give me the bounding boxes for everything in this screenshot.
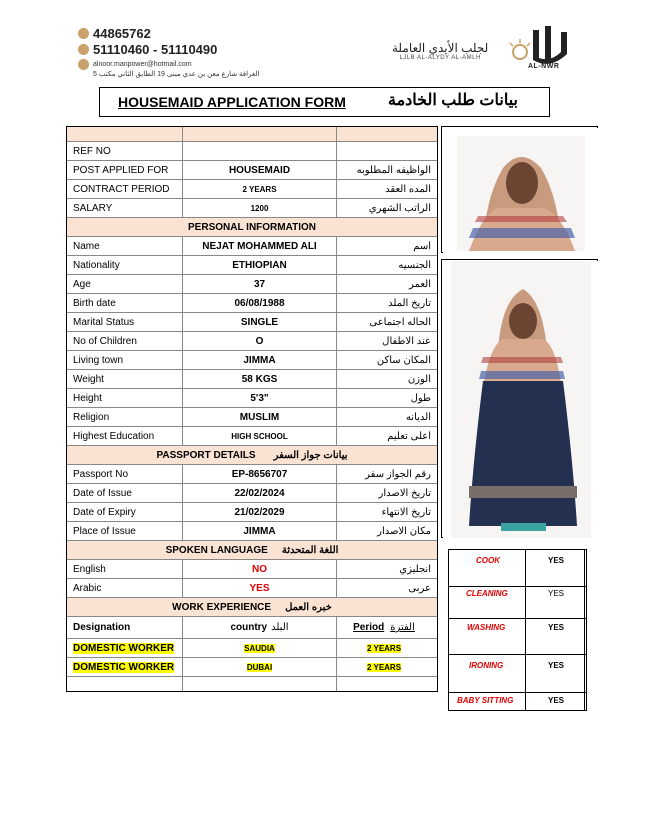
- children-arabic: عند الاطفال: [382, 335, 431, 347]
- ref-label: REF NO: [67, 142, 183, 160]
- table-row: [67, 465, 437, 484]
- phone-2: 51110460 - 51110490: [93, 42, 218, 57]
- birth-label: Birth date: [67, 294, 183, 312]
- work-header-arabic: خبره العمل: [285, 601, 332, 613]
- section-header-language: [67, 541, 437, 560]
- expiry-value: 21/02/2029: [183, 503, 337, 521]
- section-header-passport: [67, 446, 437, 465]
- table-row: [67, 313, 437, 332]
- work-header: WORK EXPERIENCE: [172, 601, 272, 613]
- table-top-row: [67, 127, 437, 142]
- table-row: [67, 658, 437, 677]
- email-icon: [78, 59, 89, 70]
- education-label: Highest Education: [67, 427, 183, 445]
- table-row: [67, 579, 437, 598]
- phone-line-2: [78, 42, 217, 57]
- children-label: No of Children: [67, 332, 183, 350]
- passport-value: EP-8656707: [183, 465, 337, 483]
- ref-value: [183, 142, 337, 160]
- marital-value: SINGLE: [183, 313, 337, 331]
- age-arabic: العمر: [409, 278, 431, 290]
- table-row: [67, 142, 437, 161]
- post-label: POST APPLIED FOR: [67, 161, 183, 179]
- weight-arabic: الوزن: [407, 373, 431, 385]
- skill-cook-value: YES: [548, 556, 565, 565]
- table-row: [67, 677, 437, 691]
- skill-washing-label: WASHING: [467, 623, 506, 632]
- nationality-value: ETHIOPIAN: [183, 256, 337, 274]
- passport-arabic: رقم الجواز سفر: [365, 468, 431, 480]
- email-line: [78, 59, 192, 70]
- english-arabic: انجليزي: [399, 563, 431, 575]
- work-country: SAUDIA: [244, 643, 275, 653]
- town-arabic: المكان ساكن: [376, 354, 431, 366]
- designation-col: Designation: [67, 617, 183, 638]
- work-country: DUBAI: [246, 662, 273, 672]
- table-row: [67, 389, 437, 408]
- age-value: 37: [183, 275, 337, 293]
- salary-arabic: الراتب الشهري: [368, 202, 431, 214]
- english-value: NO: [183, 560, 337, 578]
- phone-icon: [78, 44, 89, 55]
- religion-label: Religion: [67, 408, 183, 426]
- issue-arabic: تاريخ الاصدار: [378, 487, 431, 499]
- address: الغرافة شارع معن بن عدي مبنى 19 الطابق الثاني مكتب 5: [93, 71, 260, 78]
- table-row: [67, 560, 437, 579]
- table-row: [67, 370, 437, 389]
- skill-washing-value: YES: [548, 623, 565, 632]
- english-label: English: [67, 560, 183, 578]
- work-period: 2 YEARS: [366, 662, 402, 672]
- weight-label: Weight: [67, 370, 183, 388]
- section-header-personal: [67, 218, 437, 237]
- country-col-arabic: البلد: [271, 622, 289, 633]
- marital-arabic: الحاله اجتماعى: [369, 316, 431, 328]
- nationality-label: Nationality: [67, 256, 183, 274]
- birth-arabic: تاريخ الملد: [388, 297, 431, 309]
- phone-line-1: [78, 26, 151, 41]
- table-row: [67, 275, 437, 294]
- table-row: [67, 180, 437, 199]
- table-row: [67, 408, 437, 427]
- children-value: O: [183, 332, 337, 350]
- weight-value: 58 KGS: [183, 370, 337, 388]
- salary-value: 1200: [183, 199, 337, 217]
- expiry-arabic: تاريخ الانتهاء: [381, 506, 431, 518]
- place-value: JIMMA: [183, 522, 337, 540]
- passport-header-arabic: بيانات جواز السفر: [273, 449, 348, 461]
- town-value: JIMMA: [183, 351, 337, 369]
- language-header-arabic: اللغة المتحدثة: [281, 544, 339, 556]
- contract-arabic: المده العقد: [385, 183, 431, 195]
- table-row: [67, 256, 437, 275]
- issue-label: Date of Issue: [67, 484, 183, 502]
- skill-cleaning-value: YES: [548, 589, 565, 598]
- table-row: [67, 199, 437, 218]
- full-body-photo-frame: [441, 259, 598, 538]
- contract-value: 2 YEARS: [183, 180, 337, 198]
- table-row: [67, 294, 437, 313]
- salary-label: SALARY: [67, 199, 183, 217]
- ref-arabic: [337, 142, 437, 160]
- religion-arabic: الديانه: [405, 411, 431, 423]
- skill-ironing-value: YES: [548, 661, 565, 670]
- place-label: Place of Issue: [67, 522, 183, 540]
- table-row: [67, 332, 437, 351]
- table-row: [67, 237, 437, 256]
- contract-label: CONTRACT PERIOD: [67, 180, 183, 198]
- table-row: [67, 639, 437, 658]
- language-header: SPOKEN LANGUAGE: [165, 544, 268, 556]
- work-designation: DOMESTIC WORKER: [73, 661, 175, 673]
- religion-value: MUSLIM: [183, 408, 337, 426]
- logo-arabic: لجلب الأيدي العاملة: [392, 41, 489, 55]
- portrait-photo-frame: [441, 126, 598, 253]
- town-label: Living town: [67, 351, 183, 369]
- arabic-value: YES: [183, 579, 337, 597]
- height-label: Height: [67, 389, 183, 407]
- table-row: [67, 427, 437, 446]
- marital-label: Marital Status: [67, 313, 183, 331]
- passport-label: Passport No: [67, 465, 183, 483]
- nationality-arabic: الجنسيه: [398, 259, 431, 271]
- work-columns-row: [67, 617, 437, 639]
- expiry-label: Date of Expiry: [67, 503, 183, 521]
- skill-ironing-label: IRONING: [469, 661, 504, 670]
- phone-1: 44865762: [93, 26, 151, 41]
- period-col-arabic: الفترة: [390, 622, 415, 633]
- email: alnoor.manpower@hotmail.com: [93, 61, 192, 68]
- application-form-table: [66, 126, 438, 692]
- name-label: Name: [67, 237, 183, 255]
- table-row: [67, 351, 437, 370]
- issue-value: 22/02/2024: [183, 484, 337, 502]
- birth-value: 06/08/1988: [183, 294, 337, 312]
- skill-cleaning-label: CLEANING: [466, 589, 508, 598]
- portrait-photo: [443, 128, 598, 253]
- skill-baby-sitting-label: BABY SITTING: [457, 696, 514, 705]
- height-arabic: طول: [410, 392, 431, 404]
- table-row: [67, 161, 437, 180]
- logo-text: [392, 41, 488, 61]
- place-arabic: مكان الاصدار: [377, 525, 431, 537]
- personal-header: PERSONAL INFORMATION: [188, 221, 316, 233]
- education-arabic: اعلى تعليم: [387, 430, 431, 442]
- table-row: [67, 522, 437, 541]
- period-col: Period: [353, 622, 385, 633]
- table-row: [67, 503, 437, 522]
- logo-brand: AL-NWR: [528, 63, 560, 70]
- skill-cook-label: COOK: [476, 556, 500, 565]
- post-value: HOUSEMAID: [183, 161, 337, 179]
- skill-baby-sitting-value: YES: [548, 696, 565, 705]
- form-title-arabic: بيانات طلب الخادمة: [388, 92, 518, 109]
- arabic-label: Arabic: [67, 579, 183, 597]
- height-value: 5'3": [183, 389, 337, 407]
- post-arabic: الواظيفه المطلوبه: [356, 164, 431, 176]
- table-row: [67, 484, 437, 503]
- arabic-arabic: عربى: [408, 582, 431, 594]
- passport-header: PASSPORT DETAILS: [156, 449, 256, 461]
- name-value: NEJAT MOHAMMED ALI: [183, 237, 337, 255]
- work-period: 2 YEARS: [366, 643, 402, 653]
- age-label: Age: [67, 275, 183, 293]
- phone-icon: [78, 28, 89, 39]
- section-header-work: [67, 598, 437, 617]
- work-designation: DOMESTIC WORKER: [73, 642, 175, 654]
- skills-box: [448, 549, 587, 711]
- country-col: country: [230, 622, 268, 633]
- logo-latin: LJLB AL-ALYDY AL-AMLH: [399, 55, 481, 61]
- full-body-photo: [443, 261, 598, 538]
- form-title: HOUSEMAID APPLICATION FORM: [118, 94, 346, 110]
- education-value: HIGH SCHOOL: [183, 427, 337, 445]
- name-arabic: اسم: [413, 240, 431, 252]
